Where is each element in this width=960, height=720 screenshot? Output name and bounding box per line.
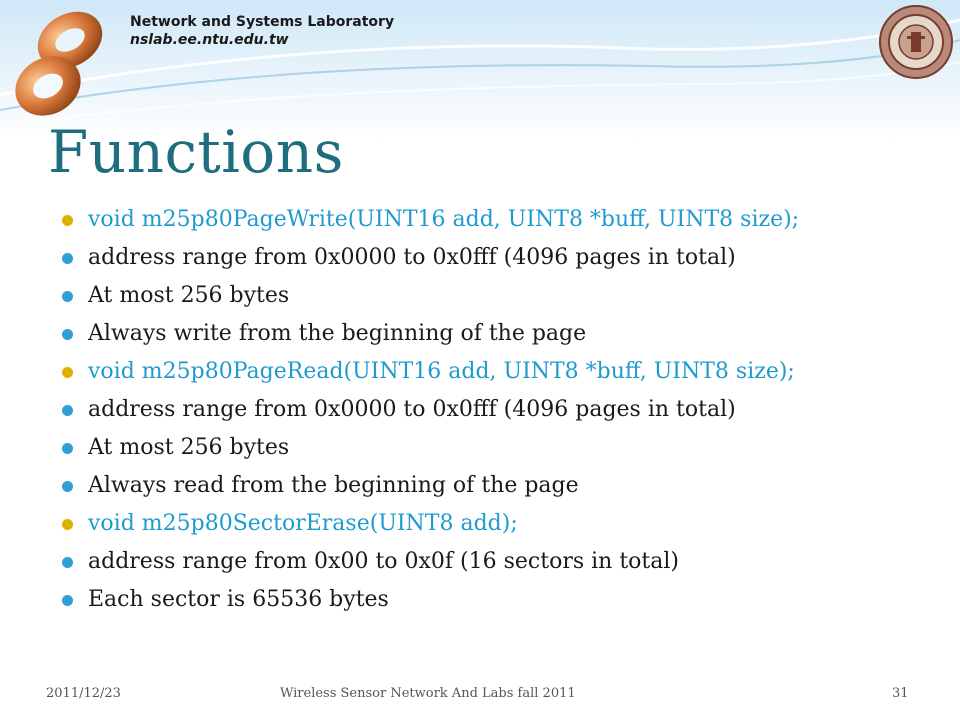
footer-date: 2011/12/23 bbox=[46, 686, 121, 701]
bullet-dot-icon bbox=[62, 367, 73, 378]
bullet-item bbox=[62, 434, 942, 462]
bullet-text: Always write from the beginning of the page bbox=[88, 321, 587, 346]
lab-url: nslab.ee.ntu.edu.tw bbox=[130, 32, 289, 48]
bullet-item bbox=[62, 244, 942, 272]
bullet-dot-icon bbox=[62, 595, 73, 606]
bullet-dot-icon bbox=[62, 215, 73, 226]
bullet-dot-icon bbox=[62, 405, 73, 416]
bullet-text: At most 256 bytes bbox=[88, 283, 290, 308]
university-seal-icon bbox=[878, 4, 954, 80]
bullet-text: address range from 0x0000 to 0x0fff (4096 pages in total) bbox=[88, 245, 736, 270]
bullet-text: address range from 0x0000 to 0x0fff (4096 pages in total) bbox=[88, 397, 736, 422]
bullet-text: void m25p80PageWrite(UINT16 add, UINT8 *buff, UINT8 size); bbox=[88, 207, 800, 232]
bullet-dot-icon bbox=[62, 329, 73, 340]
lab-logo-icon bbox=[8, 6, 116, 124]
bullet-list bbox=[62, 206, 942, 624]
lab-name: Network and Systems Laboratory bbox=[130, 14, 395, 30]
bullet-text: Each sector is 65536 bytes bbox=[88, 587, 389, 612]
footer-course: Wireless Sensor Network And Labs fall 2011 bbox=[280, 686, 576, 701]
bullet-dot-icon bbox=[62, 519, 73, 530]
bullet-dot-icon bbox=[62, 557, 73, 568]
bullet-item bbox=[62, 548, 942, 576]
bullet-item bbox=[62, 206, 942, 234]
slide-title: Functions bbox=[48, 118, 344, 186]
bullet-dot-icon bbox=[62, 443, 73, 454]
bullet-item bbox=[62, 320, 942, 348]
bullet-text: address range from 0x00 to 0x0f (16 sectors in total) bbox=[88, 549, 680, 574]
bullet-item bbox=[62, 396, 942, 424]
bullet-item bbox=[62, 358, 942, 386]
bullet-item bbox=[62, 282, 942, 310]
bullet-item bbox=[62, 586, 942, 614]
bullet-text: void m25p80SectorErase(UINT8 add); bbox=[88, 511, 518, 536]
bullet-text: void m25p80PageRead(UINT16 add, UINT8 *buff, UINT8 size); bbox=[88, 359, 795, 384]
bullet-text: At most 256 bytes bbox=[88, 435, 290, 460]
bullet-item bbox=[62, 472, 942, 500]
bullet-dot-icon bbox=[62, 481, 73, 492]
bullet-item bbox=[62, 510, 942, 538]
bullet-text: Always read from the beginning of the page bbox=[88, 473, 579, 498]
bullet-dot-icon bbox=[62, 291, 73, 302]
bullet-dot-icon bbox=[62, 253, 73, 264]
footer-page-number: 31 bbox=[892, 686, 909, 701]
